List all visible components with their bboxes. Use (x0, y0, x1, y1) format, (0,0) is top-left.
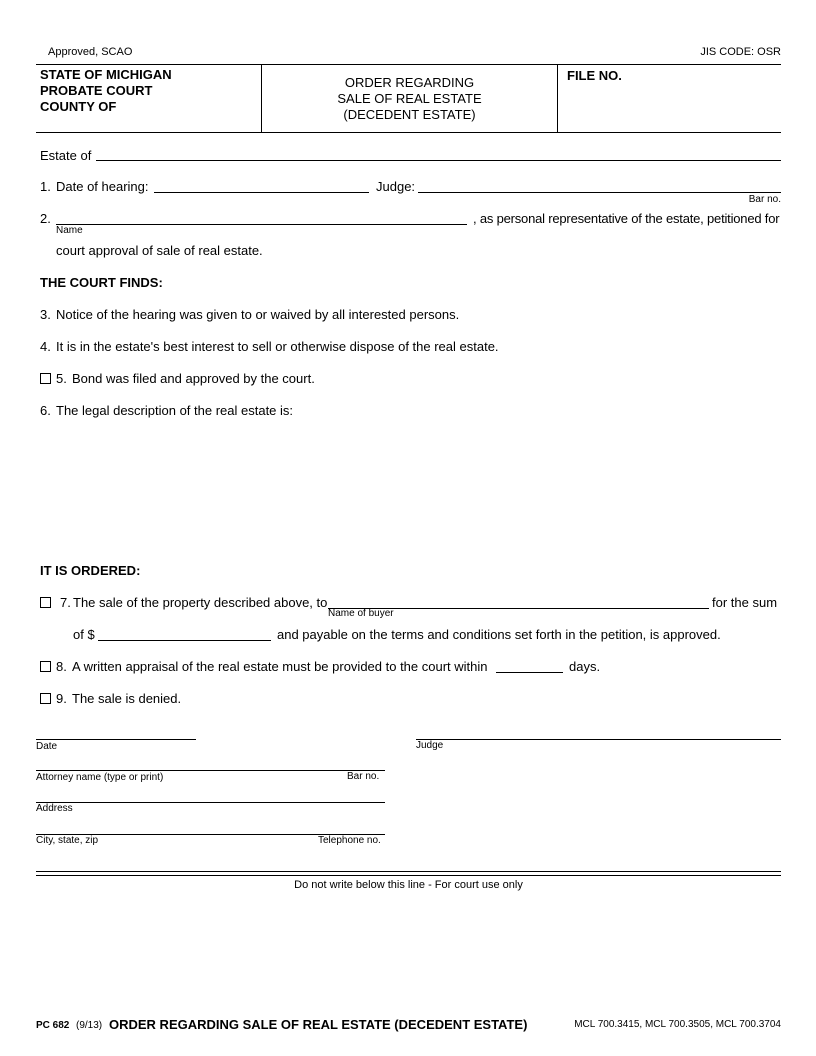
court-finds-heading: THE COURT FINDS: (40, 275, 163, 290)
appraisal-days-field[interactable] (498, 657, 560, 671)
item7-for-the-sum: for the sum (712, 595, 778, 610)
item2-text-continued: court approval of sale of real estate. (56, 243, 263, 258)
item2-text: , as personal representative of the estate, petitioned for (473, 211, 780, 226)
item9-number: 9. (56, 691, 67, 706)
footer-title: ORDER REGARDING SALE OF REAL ESTATE (DECEDENT ESTATE) (109, 1017, 528, 1032)
form-title-line3: (DECEDENT ESTATE) (343, 107, 476, 122)
estate-of-label: Estate of (40, 148, 92, 163)
telephone-caption: Telephone no. (318, 835, 381, 846)
court-use-notice: Do not write below this line - For court use only (294, 879, 523, 891)
item5-number: 5. (56, 371, 67, 386)
personal-representative-name-field[interactable] (58, 209, 463, 223)
item2-number: 2. (40, 211, 51, 226)
date-of-hearing-label: Date of hearing: (56, 179, 149, 194)
item5-text: Bond was filed and approved by the court. (72, 371, 315, 386)
item8-checkbox[interactable] (40, 661, 51, 672)
judge-signature-caption: Judge (416, 740, 444, 751)
footer-mcl: MCL 700.3415, MCL 700.3505, MCL 700.3704 (574, 1019, 781, 1030)
buyer-name-field[interactable] (330, 593, 706, 607)
court-county: COUNTY OF (40, 99, 117, 114)
sale-sum-field[interactable] (100, 625, 268, 639)
item8-text: A written appraisal of the real estate must be provided to the court within (72, 659, 488, 674)
name-caption: Name (56, 225, 83, 236)
item7-number: 7. (60, 595, 71, 610)
attorney-name-caption: Attorney name (type or print) (36, 772, 164, 783)
date-of-hearing-field[interactable] (156, 177, 366, 191)
address-field[interactable] (36, 788, 385, 802)
item8-days: days. (569, 659, 601, 674)
file-no-field[interactable] (567, 88, 777, 128)
item9-checkbox[interactable] (40, 693, 51, 704)
court-state: STATE OF MICHIGAN (40, 67, 172, 82)
item6-text: The legal description of the real estate is: (56, 403, 294, 418)
file-no-label: FILE NO. (567, 68, 622, 83)
item3-text: Notice of the hearing was given to or waived by all interested persons. (56, 307, 460, 322)
name-of-buyer-caption: Name of buyer (328, 608, 394, 619)
form-title-line2: SALE OF REAL ESTATE (337, 91, 482, 106)
item7-text-continued: and payable on the terms and conditions set forth in the petition, is approved. (277, 627, 721, 642)
date-caption: Date (36, 741, 58, 752)
estate-name-field[interactable] (100, 146, 775, 160)
form-id: PC 682 (36, 1020, 70, 1031)
item1-number: 1. (40, 179, 51, 194)
judge-signature-field[interactable] (416, 725, 781, 739)
item7-checkbox[interactable] (40, 597, 51, 608)
item9-text: The sale is denied. (72, 691, 182, 706)
item4-number: 4. (40, 339, 51, 354)
form-title-line1: ORDER REGARDING (344, 75, 475, 90)
item4-text: It is in the estate's best interest to sell or otherwise dispose of the real estate. (56, 339, 499, 354)
date-signature-field[interactable] (36, 725, 196, 739)
item7-of-dollar: of $ (73, 627, 95, 642)
city-state-zip-caption: City, state, zip (36, 835, 99, 846)
legal-description-field[interactable] (56, 422, 781, 552)
judge-label: Judge: (376, 179, 416, 194)
form-revision: (9/13) (76, 1020, 103, 1031)
court-use-divider (36, 871, 781, 872)
address-caption: Address (36, 803, 73, 814)
city-state-zip-field[interactable] (36, 820, 385, 834)
item8-number: 8. (56, 659, 67, 674)
it-is-ordered-heading: IT IS ORDERED: (40, 563, 141, 578)
attorney-name-field[interactable] (36, 756, 385, 770)
judge-bar-no-caption: Bar no. (748, 194, 781, 205)
item7-text: The sale of the property described above, to (73, 595, 328, 610)
attorney-bar-no-caption: Bar no. (347, 771, 380, 782)
court-name: PROBATE COURT (40, 83, 153, 98)
item6-number: 6. (40, 403, 51, 418)
approved-scao: Approved, SCAO (48, 46, 133, 58)
item3-number: 3. (40, 307, 51, 322)
judge-field[interactable] (420, 177, 775, 191)
jis-code: JIS CODE: OSR (700, 46, 781, 58)
item5-checkbox[interactable] (40, 373, 51, 384)
